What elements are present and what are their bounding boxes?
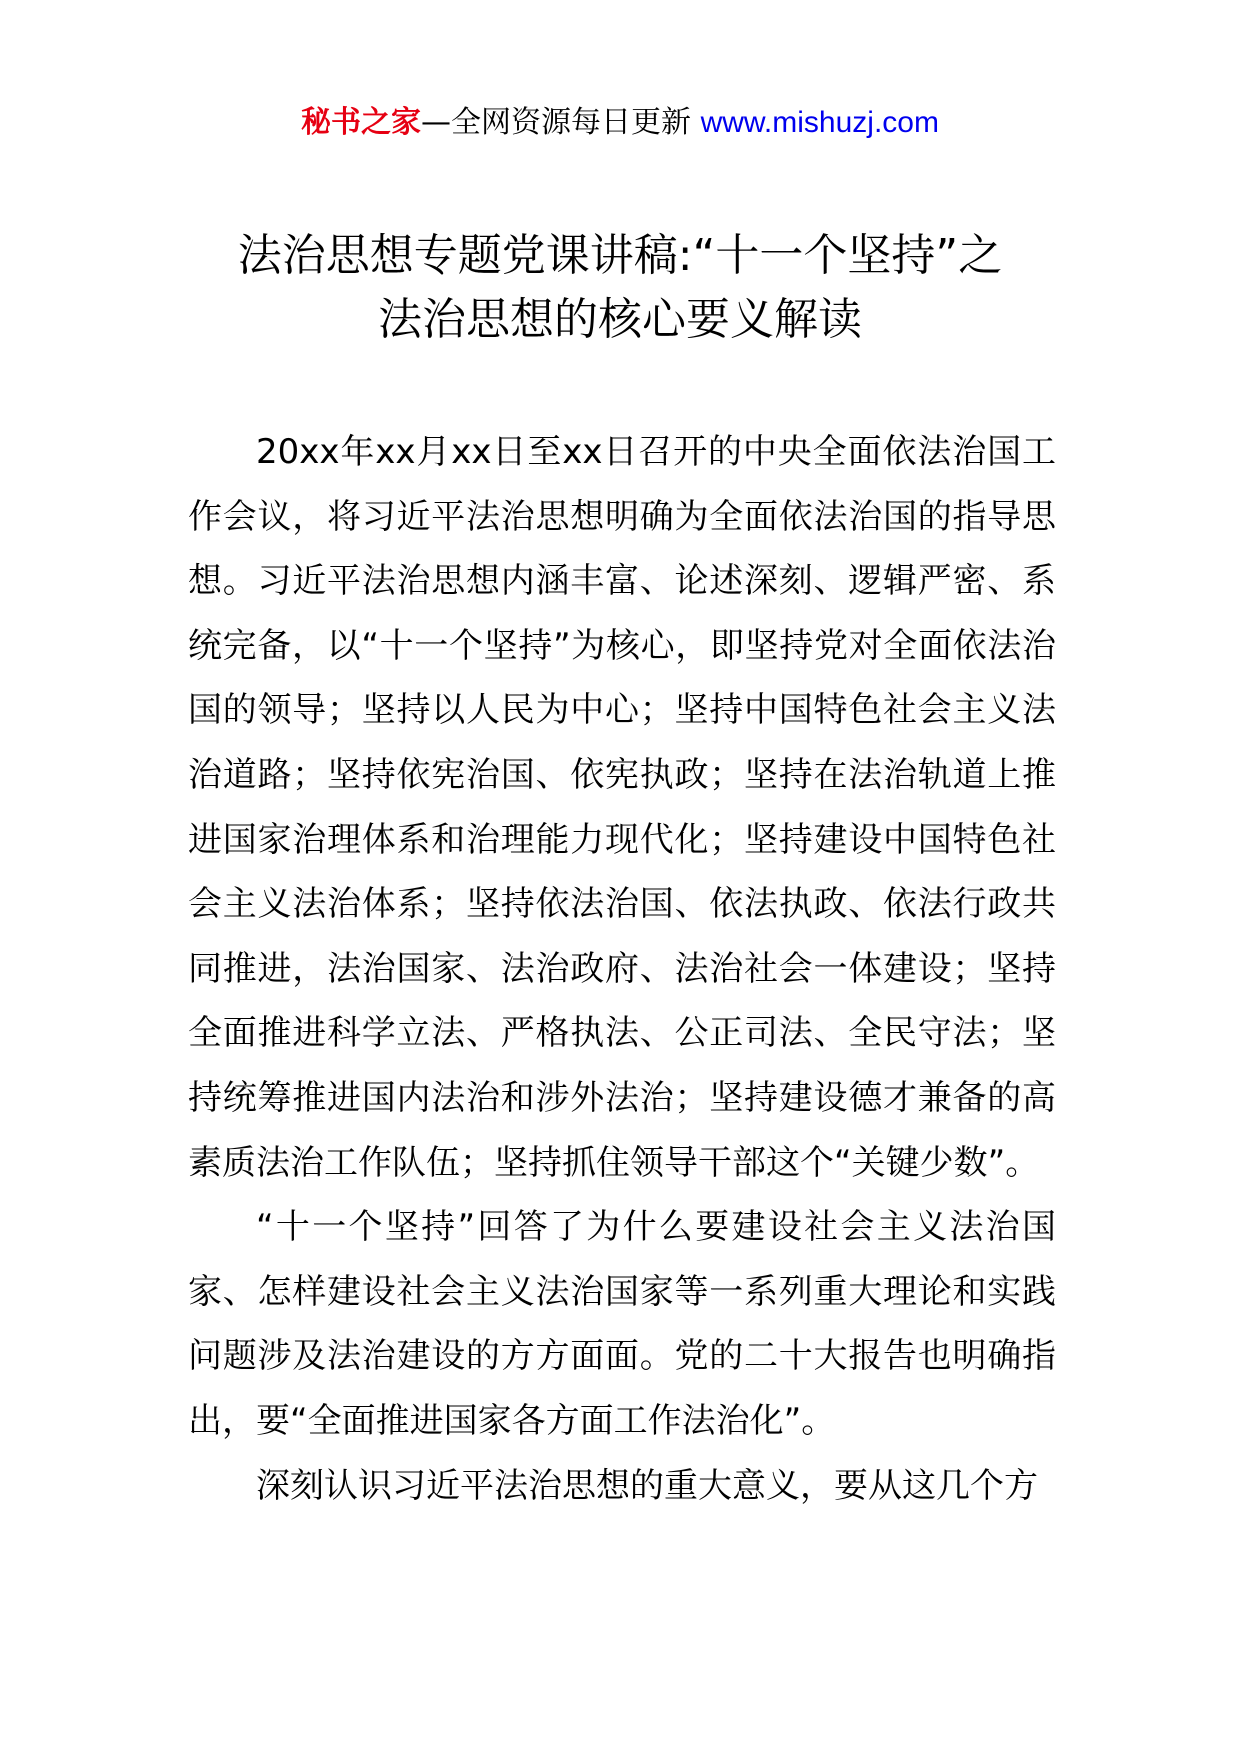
site-tagline: —全网资源每日更新: [421, 105, 692, 140]
body-paragraph-2: “十一个坚持”回答了为什么要建设社会主义法治国家、怎样建设社会主义法治国家等一系列重大理论和实践问题涉及法治建设的方方面面。党的二十大报告也明确指出，要“全面推进国家各方面工作法治化”。: [188, 1207, 1056, 1441]
body-paragraph-1: 20xx年xx月xx日至xx日召开的中央全面依法治国工作会议，将习近平法治思想明确为全面依法治国的指导思想。习近平法治思想内涵丰富、论述深刻、逻辑严密、系统完备，以“十一个坚持”为核心，即坚持党对全面依法治国的领导；坚持以人民为中心；坚持中国特色社会主义法治道路；坚持依宪治国、依宪执政；坚持在法治轨道上推进国家治理体系和治理能力现代化；坚持建设中国特色社会主义法治体系；坚持依法治国、依法执政、依法行政共同推进，法治国家、法治政府、法治社会一体建设；坚持全面推进科学立法、严格执法、公正司法、全民守法；坚持统筹推进国内法治和涉外法治；坚持建设德才兼备的高素质法治工作队伍；坚持抓住领导干部这个“关键少数”。: [188, 432, 1056, 1183]
document-title-line-2: 法治思想的核心要义解读: [378, 294, 862, 345]
document-body: [188, 420, 1056, 1518]
site-brand: 秘书之家: [301, 105, 422, 140]
document-title-line-1: 法治思想专题党课讲稿:“十一个坚持”之: [237, 230, 1003, 281]
document-title: [140, 224, 1100, 352]
body-paragraph-3: 深刻认识习近平法治思想的重大意义，要从这几个方: [256, 1465, 1038, 1506]
site-header: [0, 103, 1240, 143]
site-url-link[interactable]: www.mishuzj.com: [700, 106, 939, 139]
